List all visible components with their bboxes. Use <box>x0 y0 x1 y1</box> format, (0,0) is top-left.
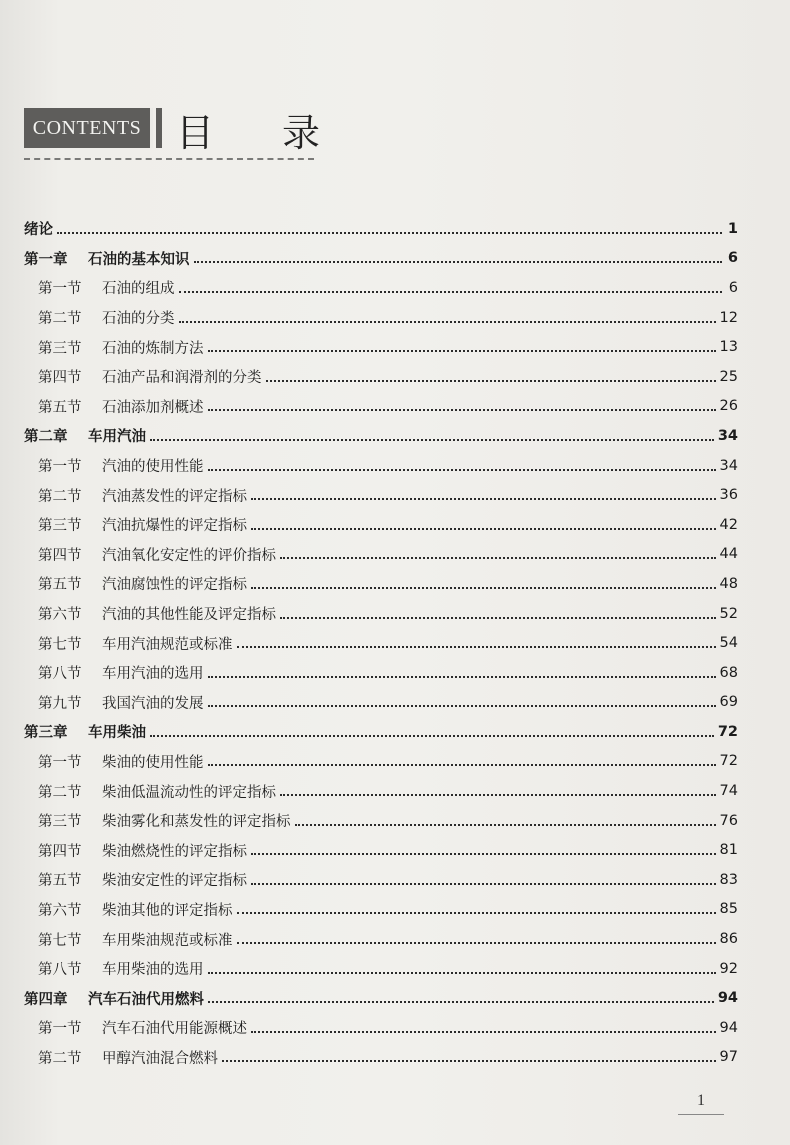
entry-label <box>38 337 204 358</box>
entry-label <box>38 958 204 979</box>
dot-leader <box>208 409 716 411</box>
entry-page-number: 6 <box>727 250 738 267</box>
entry-page-number: 25 <box>719 368 738 385</box>
section-number: 第三节 <box>38 814 82 831</box>
toc-section-entry[interactable] <box>24 362 738 392</box>
dot-leader <box>222 1060 716 1062</box>
section-number: 第一节 <box>38 459 82 476</box>
entry-label <box>24 721 146 742</box>
dot-leader <box>251 883 716 885</box>
entry-title: 车用柴油 <box>88 725 146 742</box>
entry-page-number: 26 <box>719 398 738 415</box>
entry-label <box>24 248 190 269</box>
contents-label: CONTENTS <box>24 108 153 148</box>
entry-page-number: 36 <box>719 487 738 504</box>
entry-page-number: 69 <box>719 694 738 711</box>
entry-label <box>24 218 53 239</box>
entry-label <box>38 692 204 713</box>
entry-title: 汽油腐蚀性的评定指标 <box>102 577 247 594</box>
section-number: 第四节 <box>38 370 82 387</box>
entry-label <box>38 1047 218 1068</box>
entry-title: 车用柴油的选用 <box>102 962 204 979</box>
toc-section-entry[interactable] <box>24 569 738 599</box>
toc-section-entry[interactable] <box>24 273 738 303</box>
dot-leader <box>266 380 716 382</box>
entry-label <box>38 277 175 298</box>
entry-label <box>38 899 233 920</box>
entry-title: 车用汽油的选用 <box>102 666 204 683</box>
toc-section-entry[interactable] <box>24 865 738 895</box>
entry-page-number: 34 <box>719 457 738 474</box>
toc-section-entry[interactable] <box>24 480 738 510</box>
entry-title: 汽车石油代用燃料 <box>88 991 204 1008</box>
dot-leader <box>251 587 716 589</box>
chapter-number: 第三章 <box>24 725 68 742</box>
toc-section-entry[interactable] <box>24 1013 738 1043</box>
entry-label <box>38 751 204 772</box>
chapter-number: 第二章 <box>24 429 68 446</box>
section-number: 第七节 <box>38 636 82 653</box>
entry-page-number: 52 <box>719 605 738 622</box>
entry-page-number: 81 <box>719 842 738 859</box>
toc-section-entry[interactable] <box>24 540 738 570</box>
entry-label <box>38 573 247 594</box>
toc-section-entry[interactable] <box>24 747 738 777</box>
toc-section-entry[interactable] <box>24 628 738 658</box>
entry-page-number: 42 <box>719 516 738 533</box>
entry-page-number: 54 <box>719 635 738 652</box>
entry-title: 石油的分类 <box>102 311 175 328</box>
dot-leader <box>208 972 716 974</box>
entry-title: 石油添加剂概述 <box>102 399 204 416</box>
section-number: 第四节 <box>38 547 82 564</box>
entry-label <box>24 425 146 446</box>
entry-page-number: 94 <box>717 990 738 1007</box>
dot-leader <box>57 232 722 234</box>
dot-leader <box>237 942 716 944</box>
section-number: 第四节 <box>38 843 82 860</box>
section-number: 第五节 <box>38 399 82 416</box>
entry-title: 汽油抗爆性的评定指标 <box>102 518 247 535</box>
toc-section-entry[interactable] <box>24 776 738 806</box>
entry-label <box>38 544 276 565</box>
toc-section-entry[interactable] <box>24 303 738 333</box>
entry-title: 石油产品和润滑剂的分类 <box>102 370 262 387</box>
dot-leader <box>179 291 723 293</box>
dot-leader <box>208 676 716 678</box>
entry-page-number: 1 <box>727 220 738 237</box>
toc-section-entry[interactable] <box>24 599 738 629</box>
entry-label <box>38 514 247 535</box>
entry-label <box>38 781 276 802</box>
footer-ornament <box>678 1114 724 1119</box>
entry-page-number: 44 <box>719 546 738 563</box>
entry-page-number: 6 <box>728 279 738 296</box>
dot-leader <box>179 321 716 323</box>
toc-section-entry[interactable] <box>24 658 738 688</box>
dot-leader <box>208 350 716 352</box>
entry-title: 汽油蒸发性的评定指标 <box>102 488 247 505</box>
entry-title: 甲醇汽油混合燃料 <box>102 1050 218 1067</box>
toc-chapter-entry[interactable] <box>24 717 738 747</box>
section-number: 第一节 <box>38 1021 82 1038</box>
dot-leader <box>194 261 723 263</box>
entry-page-number: 97 <box>719 1049 738 1066</box>
section-number: 第二节 <box>38 488 82 505</box>
entry-page-number: 72 <box>719 753 738 770</box>
section-number: 第二节 <box>38 311 82 328</box>
section-number: 第三节 <box>38 340 82 357</box>
entry-page-number: 48 <box>719 575 738 592</box>
toc-chapter-entry[interactable] <box>24 421 738 451</box>
entry-page-number: 83 <box>719 871 738 888</box>
entry-label <box>38 662 204 683</box>
entry-title: 我国汽油的发展 <box>102 695 204 712</box>
dot-leader <box>208 469 716 471</box>
dot-leader <box>237 912 716 914</box>
section-number: 第七节 <box>38 932 82 949</box>
entry-label <box>24 988 204 1009</box>
entry-page-number: 34 <box>717 427 738 444</box>
entry-title: 柴油其他的评定指标 <box>102 902 233 919</box>
entry-label <box>38 633 233 654</box>
section-number: 第一节 <box>38 281 82 298</box>
dot-leader <box>150 735 714 737</box>
section-number: 第二节 <box>38 784 82 801</box>
entry-label <box>38 485 247 506</box>
section-number: 第八节 <box>38 962 82 979</box>
entry-title: 车用汽油规范或标准 <box>102 636 233 653</box>
entry-page-number: 68 <box>719 664 738 681</box>
entry-title: 石油的炼制方法 <box>102 340 204 357</box>
dot-leader <box>251 498 716 500</box>
entry-label <box>38 1017 247 1038</box>
toc-section-entry[interactable] <box>24 392 738 422</box>
contents-header <box>24 106 389 160</box>
entry-page-number: 74 <box>719 783 738 800</box>
entry-title: 汽车石油代用能源概述 <box>102 1021 247 1038</box>
toc-section-entry[interactable] <box>24 924 738 954</box>
section-number: 第六节 <box>38 607 82 624</box>
dot-leader <box>150 439 714 441</box>
entry-page-number: 85 <box>719 901 738 918</box>
entry-page-number: 12 <box>719 309 738 326</box>
dot-leader <box>280 557 716 559</box>
page-number: 1 <box>697 1092 705 1109</box>
entry-label <box>38 307 175 328</box>
entry-title: 汽油的使用性能 <box>102 459 204 476</box>
dot-leader <box>251 1031 716 1033</box>
entry-title: 车用汽油 <box>88 429 146 446</box>
header-divider <box>24 158 314 160</box>
page-title: 目录 <box>176 111 389 155</box>
entry-title: 石油的组成 <box>102 281 175 298</box>
toc-section-entry[interactable] <box>24 510 738 540</box>
entry-page-number: 72 <box>717 723 738 740</box>
entry-title: 汽油的其他性能及评定指标 <box>102 607 276 624</box>
entry-page-number: 94 <box>719 1019 738 1036</box>
toc-intro-entry[interactable] <box>24 214 738 244</box>
chapter-number: 第一章 <box>24 251 68 268</box>
section-number: 第九节 <box>38 695 82 712</box>
section-number: 第二节 <box>38 1050 82 1067</box>
dot-leader <box>237 646 716 648</box>
chapter-number: 第四章 <box>24 991 68 1008</box>
entry-label <box>38 455 204 476</box>
entry-page-number: 86 <box>719 931 738 948</box>
entry-title: 柴油安定性的评定指标 <box>102 873 247 890</box>
toc-section-entry[interactable] <box>24 688 738 718</box>
entry-label <box>38 869 247 890</box>
dot-leader <box>208 1001 714 1003</box>
section-number: 第三节 <box>38 518 82 535</box>
table-of-contents <box>24 214 738 1072</box>
dot-leader <box>295 824 716 826</box>
toc-chapter-entry[interactable] <box>24 983 738 1013</box>
page-footer <box>676 1092 726 1122</box>
entry-label <box>38 396 204 417</box>
dot-leader <box>208 764 716 766</box>
entry-label <box>38 840 247 861</box>
dot-leader <box>251 853 716 855</box>
dot-leader <box>280 794 716 796</box>
entry-label <box>38 603 276 624</box>
entry-label <box>38 929 233 950</box>
toc-section-entry[interactable] <box>24 451 738 481</box>
toc-section-entry[interactable] <box>24 806 738 836</box>
toc-section-entry[interactable] <box>24 332 738 362</box>
entry-title: 石油的基本知识 <box>88 251 190 268</box>
entry-page-number: 13 <box>719 339 738 356</box>
entry-title: 绪论 <box>24 222 53 239</box>
section-number: 第一节 <box>38 754 82 771</box>
dot-leader <box>251 528 716 530</box>
entry-page-number: 76 <box>719 812 738 829</box>
entry-label <box>38 810 291 831</box>
section-number: 第五节 <box>38 873 82 890</box>
entry-title: 柴油的使用性能 <box>102 754 204 771</box>
dot-leader <box>280 617 716 619</box>
section-number: 第六节 <box>38 902 82 919</box>
toc-section-entry[interactable] <box>24 1043 738 1073</box>
section-number: 第八节 <box>38 666 82 683</box>
entry-title: 车用柴油规范或标准 <box>102 932 233 949</box>
section-number: 第五节 <box>38 577 82 594</box>
entry-page-number: 92 <box>719 960 738 977</box>
toc-section-entry[interactable] <box>24 954 738 984</box>
entry-title: 柴油低温流动性的评定指标 <box>102 784 276 801</box>
entry-label <box>38 366 262 387</box>
toc-section-entry[interactable] <box>24 835 738 865</box>
dot-leader <box>208 705 716 707</box>
entry-title: 柴油燃烧性的评定指标 <box>102 843 247 860</box>
entry-title: 汽油氧化安定性的评价指标 <box>102 547 276 564</box>
toc-chapter-entry[interactable] <box>24 244 738 274</box>
toc-section-entry[interactable] <box>24 895 738 925</box>
entry-title: 柴油雾化和蒸发性的评定指标 <box>102 814 291 831</box>
